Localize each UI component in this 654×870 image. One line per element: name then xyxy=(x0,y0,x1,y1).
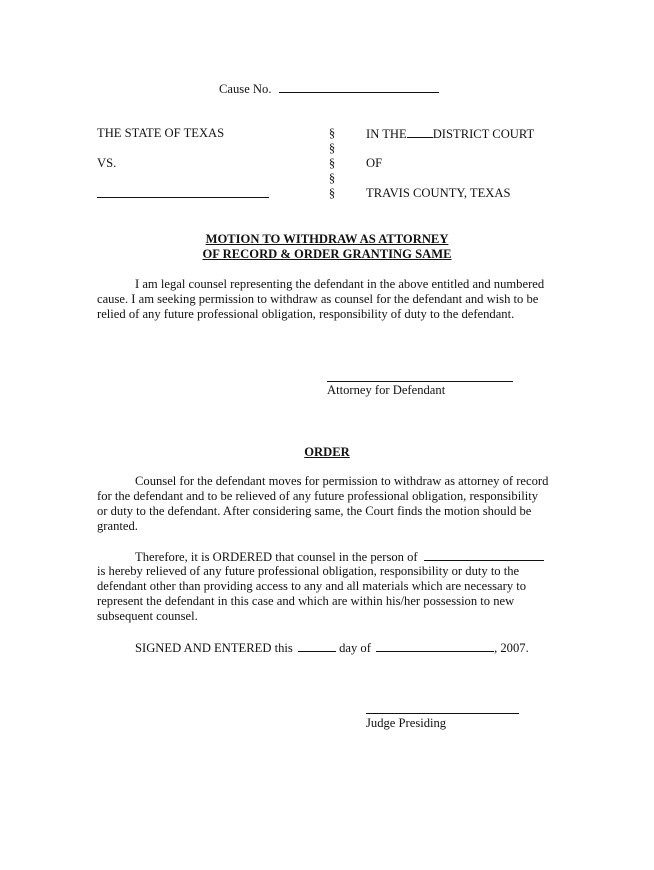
paragraph-line: cause. I am seeking permission to withdraw as counsel for the defendant and wish to be xyxy=(97,292,539,306)
section-symbol: § xyxy=(328,186,336,200)
paragraph-line: subsequent counsel. xyxy=(97,609,198,623)
cause-number-line xyxy=(219,81,439,97)
defendant-name-blank[interactable] xyxy=(97,186,269,198)
court-number-blank[interactable] xyxy=(407,126,433,138)
caption-of: OF xyxy=(366,156,383,170)
order-paragraph-1 xyxy=(97,474,557,534)
attorney-signature-line[interactable] xyxy=(327,381,513,382)
paragraph-line: represent the defendant in this case and which are within his/her possession to new xyxy=(97,594,515,608)
caption-versus: VS. xyxy=(97,156,117,170)
cause-number-label: Cause No. xyxy=(219,82,272,96)
signed-middle: day of xyxy=(339,641,371,655)
caption-state-of-texas: THE STATE OF TEXAS xyxy=(97,126,225,140)
motion-paragraph xyxy=(97,277,557,322)
paragraph-line: for the defendant and to be relieved of any future professional obligation, responsibility xyxy=(97,489,539,503)
caption-defendant-name[interactable] xyxy=(97,186,269,202)
paragraph-line: Counsel for the defendant moves for permission to withdraw as attorney of record xyxy=(135,474,549,488)
court-suffix: DISTRICT COURT xyxy=(432,127,535,141)
paragraph-line: or duty to the defendant. After considering same, the Court finds the motion should be xyxy=(97,504,532,518)
judge-signature-label: Judge Presiding xyxy=(366,716,447,730)
day-blank[interactable] xyxy=(298,640,336,652)
section-symbol: § xyxy=(328,126,336,140)
order-paragraph-2 xyxy=(97,549,557,624)
paragraph-line: is hereby relieved of any future professional obligation, responsibility or duty to the xyxy=(97,564,520,578)
signed-suffix: , 2007. xyxy=(494,641,529,655)
paragraph-line: I am legal counsel representing the defendant in the above entitled and numbered xyxy=(135,277,545,291)
caption-court xyxy=(366,126,534,142)
section-symbol: § xyxy=(328,171,336,185)
motion-title-line1: MOTION TO WITHDRAW AS ATTORNEY xyxy=(205,232,449,246)
signed-prefix: SIGNED AND ENTERED this xyxy=(135,641,293,655)
caption-county: TRAVIS COUNTY, TEXAS xyxy=(366,186,511,200)
paragraph-line xyxy=(97,549,557,564)
attorney-signature-label: Attorney for Defendant xyxy=(327,383,446,397)
court-prefix: IN THE xyxy=(366,127,407,141)
cause-number-blank[interactable] xyxy=(279,81,439,93)
motion-title-line2: OF RECORD & ORDER GRANTING SAME xyxy=(202,247,452,261)
signed-entered-line xyxy=(135,640,529,656)
order-title: ORDER xyxy=(304,445,350,459)
ordered-text: Therefore, it is ORDERED that counsel in the person of xyxy=(135,550,418,564)
section-symbol: § xyxy=(328,156,336,170)
month-blank[interactable] xyxy=(376,640,494,652)
judge-signature-line[interactable] xyxy=(366,713,519,714)
paragraph-line: granted. xyxy=(97,519,138,533)
paragraph-line: relied of any future professional obligation, responsibility of duty to the defendant. xyxy=(97,307,515,321)
counsel-name-blank[interactable] xyxy=(424,549,544,561)
paragraph-line: defendant other than providing access to any and all materials which are necessary to xyxy=(97,579,527,593)
section-symbol: § xyxy=(328,141,336,155)
